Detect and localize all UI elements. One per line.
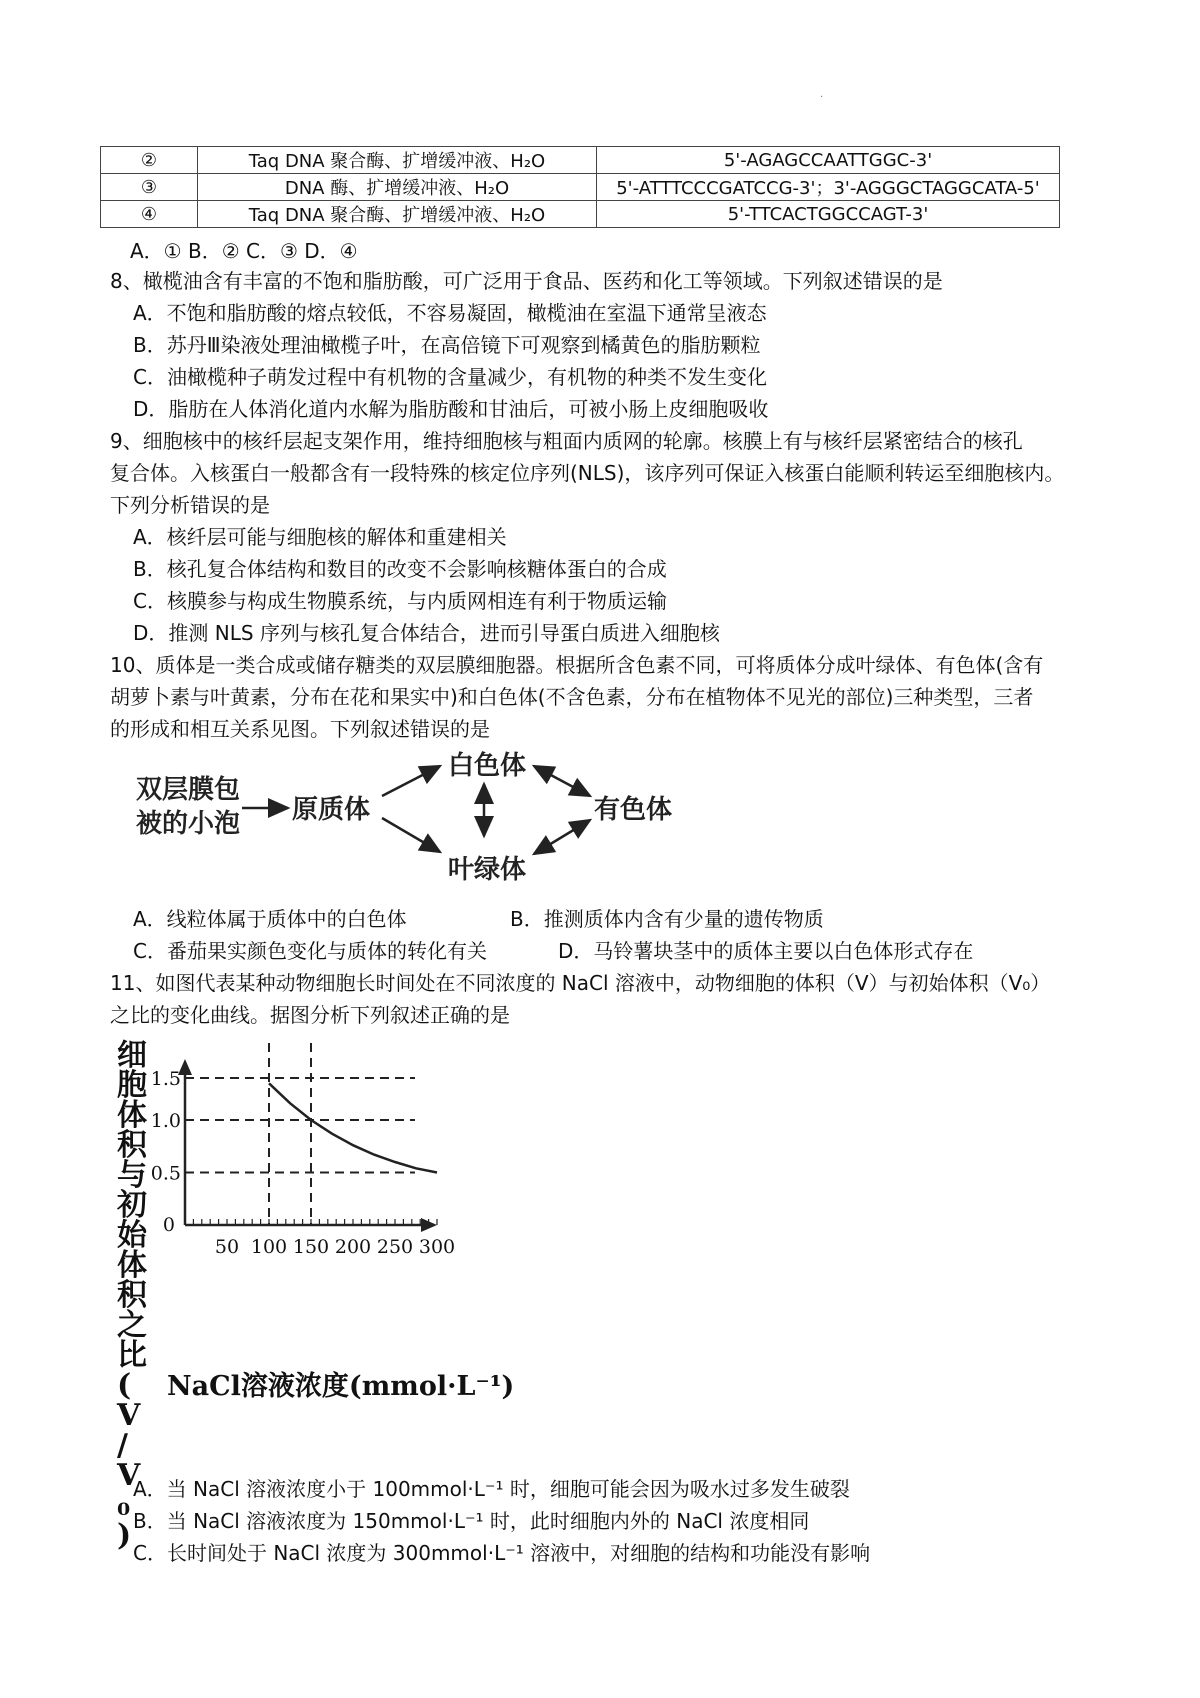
- y-axis-title-char: ₀: [117, 1488, 131, 1523]
- q9-stem-line3: 下列分析错误的是: [110, 493, 270, 517]
- q11-stem-line1: 11、如图代表某种动物细胞长时间处在不同浓度的 NaCl 溶液中，动物细胞的体积（V）与初始体积（V₀）: [110, 971, 1051, 995]
- q9-stem-line2: 复合体。入核蛋白一般都含有一段特殊的核定位序列(NLS)，该序列可保证入核蛋白能顺利转运至细胞核内。: [110, 461, 1065, 485]
- q10-stem-line2: 胡萝卜素与叶黄素，分布在花和果实中)和白色体(不含色素，分布在植物体不见光的部位)三种类型，三者: [110, 685, 1034, 709]
- y-axis-title-char: 胞: [117, 1068, 147, 1103]
- x-tick-label: 250: [376, 1236, 414, 1258]
- x-axis-title: NaCl溶液浓度(mmol·L⁻¹): [167, 1371, 515, 1402]
- y-axis-title-char: ): [117, 1518, 132, 1553]
- q8-option-c: C．油橄榄种子萌发过程中有机物的含量减少，有机物的种类不发生变化: [133, 365, 767, 389]
- q8-stem: 8、橄榄油含有丰富的不饱和脂肪酸，可广泛用于食品、医药和化工等领域。下列叙述错误的是: [110, 269, 943, 293]
- q9-option-d: D．推测 NLS 序列与核孔复合体结合，进而引导蛋白质进入细胞核: [133, 621, 720, 645]
- q9-option-a: A．核纤层可能与细胞核的解体和重建相关: [133, 525, 507, 549]
- q8-option-d: D．脂肪在人体消化道内水解为脂肪酸和甘油后，可被小肠上皮细胞吸收: [133, 397, 769, 421]
- q7-choices: A．① B．② C．③ D．④: [130, 239, 358, 263]
- y-axis-title-char: 细: [117, 1038, 147, 1073]
- q8-option-b: B．苏丹Ⅲ染液处理油橄榄子叶，在高倍镜下可观察到橘黄色的脂肪颗粒: [133, 333, 761, 357]
- q11-option-c: C．长时间处于 NaCl 浓度为 300mmol·L⁻¹ 溶液中，对细胞的结构和功能没有影响: [133, 1541, 871, 1565]
- q10-option-b: B．推测质体内含有少量的遗传物质: [510, 907, 824, 931]
- q10-option-c: C．番茄果实颜色变化与质体的转化有关: [133, 939, 487, 963]
- y-axis-title-char: 与: [117, 1158, 147, 1193]
- y-tick-label: 1.0: [150, 1110, 181, 1132]
- y-axis-title-char: /: [117, 1428, 128, 1463]
- row-number: ③: [101, 174, 198, 201]
- q10-stem-line3: 的形成和相互关系见图。下列叙述错误的是: [110, 717, 490, 741]
- q10-stem-line1: 10、质体是一类合成或储存糖类的双层膜细胞器。根据所含色素不同，可将质体分成叶绿体、有色体(含有: [110, 653, 1044, 677]
- stray-mark: ·: [820, 92, 824, 103]
- table-row: [101, 174, 1060, 201]
- row-reagents: Taq DNA 聚合酶、扩增缓冲液、H₂O: [198, 201, 597, 228]
- vesicle-label-line2: 被的小泡: [136, 809, 241, 839]
- x-tick-label: 200: [334, 1236, 372, 1258]
- q9-option-b: B．核孔复合体结构和数目的改变不会影响核糖体蛋白的合成: [133, 557, 667, 581]
- row-reagents: DNA 酶、扩增缓冲液、H₂O: [198, 174, 597, 201]
- arrow-proplastid-to-leucoplast: [382, 766, 440, 796]
- leucoplast-label: 白色体: [448, 751, 527, 781]
- arrow-proplastid-to-chloroplast: [382, 818, 440, 852]
- y-axis-title-char: V: [117, 1458, 141, 1493]
- q11-option-a: A．当 NaCl 溶液浓度小于 100mmol·L⁻¹ 时，细胞可能会因为吸水过多发生破裂: [133, 1477, 850, 1501]
- proplastid-label: 原质体: [292, 795, 371, 825]
- y-axis-title-char: 始: [117, 1218, 147, 1253]
- y-axis-title-char: V: [117, 1398, 141, 1433]
- series-line: [269, 1083, 437, 1172]
- y-tick-label: 1.5: [150, 1068, 181, 1090]
- y-axis-title-char: 之: [117, 1308, 147, 1343]
- chromoplast-label: 有色体: [594, 795, 673, 825]
- table-row: [101, 147, 1060, 174]
- table-row: [101, 201, 1060, 228]
- row-number: ④: [101, 201, 198, 228]
- plastid-relationship-diagram: [130, 748, 690, 888]
- row-primers: 5'-TTCACTGGCCAGT-3': [597, 201, 1060, 228]
- y-axis-title-char: 体: [117, 1248, 147, 1283]
- y-tick-label: 0: [162, 1214, 175, 1236]
- q11-stem-line2: 之比的变化曲线。据图分析下列叙述正确的是: [110, 1003, 510, 1027]
- y-axis-title-char: 体: [117, 1098, 147, 1133]
- row-reagents: Taq DNA 聚合酶、扩增缓冲液、H₂O: [198, 147, 597, 174]
- q11-option-b: B．当 NaCl 溶液浓度为 150mmol·L⁻¹ 时，此时细胞内外的 NaCl 浓度相同: [133, 1509, 810, 1533]
- y-axis-title-char: 积: [117, 1278, 147, 1313]
- q8-option-a: A．不饱和脂肪酸的熔点较低，不容易凝固，橄榄油在室温下通常呈液态: [133, 301, 767, 325]
- y-tick-label: 0.5: [150, 1162, 181, 1185]
- row-number: ②: [101, 147, 198, 174]
- row-primers: 5'-AGAGCCAATTGGC-3': [597, 147, 1060, 174]
- x-tick-label: 150: [292, 1236, 330, 1258]
- y-axis-title-char: 积: [117, 1128, 147, 1163]
- row-primers: 5'-ATTTCCCGATCCG-3'；3'-AGGGCTAGGCATA-5': [597, 174, 1060, 201]
- y-axis-title-char: 初: [117, 1188, 147, 1223]
- x-tick-label: 50: [214, 1236, 240, 1258]
- y-axis-title-char: 比: [117, 1338, 147, 1373]
- q10-option-a: A．线粒体属于质体中的白色体: [133, 907, 407, 931]
- q9-option-c: C．核膜参与构成生物膜系统，与内质网相连有利于物质运输: [133, 589, 667, 613]
- arrow-chloroplast-chromoplast: [534, 820, 590, 854]
- x-tick-label: 100: [250, 1236, 288, 1258]
- q9-stem-line1: 9、细胞核中的核纤层起支架作用，维持细胞核与粗面内质网的轮廓。核膜上有与核纤层紧密结合的核孔: [110, 429, 1023, 453]
- vesicle-label-line1: 双层膜包: [136, 775, 241, 805]
- arrow-leucoplast-chromoplast: [534, 766, 590, 796]
- q7-options-table: [100, 146, 1060, 228]
- x-tick-label: 300: [418, 1236, 456, 1258]
- chloroplast-label: 叶绿体: [448, 855, 527, 885]
- y-axis-title-char: (: [117, 1368, 132, 1403]
- q10-option-d: D．马铃薯块茎中的质体主要以白色体形式存在: [558, 939, 974, 963]
